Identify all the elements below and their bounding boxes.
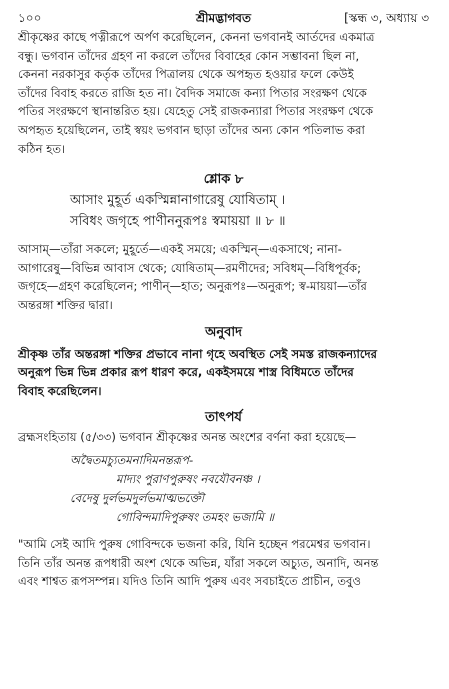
text-line: জগৃহে—গ্রহণ করেছিলেন; পাণীন্—হাত; অনুরূপঃ—অনুরূপ; স্ব-মায়য়া—তাঁর xyxy=(18,279,367,294)
synonyms-paragraph xyxy=(18,240,429,314)
purport-paragraph xyxy=(18,535,429,591)
intro-paragraph xyxy=(18,28,429,158)
verse-block xyxy=(18,170,429,232)
purport-intro: ব্রহ্মসংহিতায় (৫/৩৩) ভগবান শ্রীকৃষ্ণের অনন্ত অংশের বর্ণনা করা হয়েছে— xyxy=(18,430,357,445)
verse-line: সবিধং জগৃহে পাণীননুরূপঃ স্বমায়য়া ॥ ৮ ॥ xyxy=(70,214,286,230)
quote-line: মাদ্যং পুরাণপুরুষং নবযৌবনঞ্চ । xyxy=(116,471,260,486)
translation-paragraph xyxy=(18,345,429,401)
translation-heading: অনুবাদ xyxy=(205,324,242,340)
quote-line: গোবিন্দমাদিপুরুষং তমহং ভজামি ॥ xyxy=(116,509,275,524)
text-line: তাঁদের বিবাহ করতে রাজি হত না। বৈদিক সমাজে কন্যা পিতার সংরক্ষণ থেকে xyxy=(18,85,367,100)
section-reference: [স্কন্ধ ৩, অধ্যায় ৩ xyxy=(344,11,429,25)
verse-line: আসাং মুহূর্ত একস্মিন্নানাগারেষু যোষিতাম্ । xyxy=(70,193,286,209)
verse-heading: শ্লোক ৮ xyxy=(203,172,244,188)
quoted-verse xyxy=(18,451,429,527)
quote-line: বেদেষু দুর্লভমদুর্লভমাত্মভক্তৌ xyxy=(70,490,205,505)
text-line: অপহৃত হয়েছিলেন, তাই স্বয়ং ভগবান ছাড়া তাঁদের অন্য কোন পতিলাভ করা xyxy=(18,122,365,137)
text-line: বন্ধু। ভগবান তাঁদের গ্রহণ না করলে তাঁদের বিবাহের কোন সম্ভাবনা ছিল না, xyxy=(18,48,360,63)
purport-heading: তাৎপর্য xyxy=(205,410,242,426)
text-line: এবং শাশ্বত রূপসম্পন্ন। যদিও তিনি আদি পুরুষ এবং সবচাইতে প্রাচীন, তবুও xyxy=(18,574,362,589)
text-line: বিবাহ করেছিলেন। xyxy=(18,383,102,398)
text-line: আসাম্—তাঁরা সকলে; মুহূর্তে—একই সময়ে; একস্মিন্—একসাথে; নানা- xyxy=(18,242,342,257)
text-line: শ্রীকৃষ্ণ তাঁর অন্তরঙ্গা শক্তির প্রভাবে নানা গৃহে অবস্থিত সেই সমস্ত রাজকন্যাদের xyxy=(18,346,378,361)
text-line: অনুরূপ ভিন্ন ভিন্ন প্রকার রূপ ধারণ করে, একইসময়ে শাস্ত্র বিধিমতে তাঁদের xyxy=(18,365,354,380)
text-line: কেননা নরকাসুর কর্তৃক তাঁদের পিত্রালয় থেকে অপহৃত হওয়ার ফলে কেউই xyxy=(18,67,354,82)
text-line: পতির সংরক্ষণে স্থানান্তরিত হয়। যেহেতু সেই রাজকন্যারা পিতার সংরক্ষণ থেকে xyxy=(18,104,374,119)
text-line: তিনি তাঁর অনন্ত রূপধারী অংশ থেকে অভিন্ন, যাঁরা সকলে অচ্যুত, অনাদি, অনন্ত xyxy=(18,555,379,570)
quote-line: অদ্বৈতমচ্যুতমনাদিমনন্তরূপ- xyxy=(70,452,194,467)
text-line: শ্রীকৃষ্ণের কাছে পত্নীরূপে অর্পণ করেছিলেন, কেননা ভগবানই আর্তদের একমাত্র xyxy=(18,30,375,44)
text-line: অন্তরঙ্গা শক্তির দ্বারা। xyxy=(18,297,113,312)
book-title: শ্রীমদ্ভাগবত xyxy=(195,11,251,25)
page-header xyxy=(18,6,429,28)
text-line: "আমি সেই আদি পুরুষ গোবিন্দকে ভজনা করি, যিনি হচ্ছেন পরমেশ্বর ভগবান। xyxy=(18,536,371,551)
text-line: আগারেষু—বিভিন্ন আবাস থেকে; যোষিতাম্—রমণীদের; সবিধম্—বিধিপূর্বক; xyxy=(18,260,362,275)
page-number: ১০০ xyxy=(18,11,42,25)
text-line: কঠিন হত। xyxy=(18,141,66,156)
